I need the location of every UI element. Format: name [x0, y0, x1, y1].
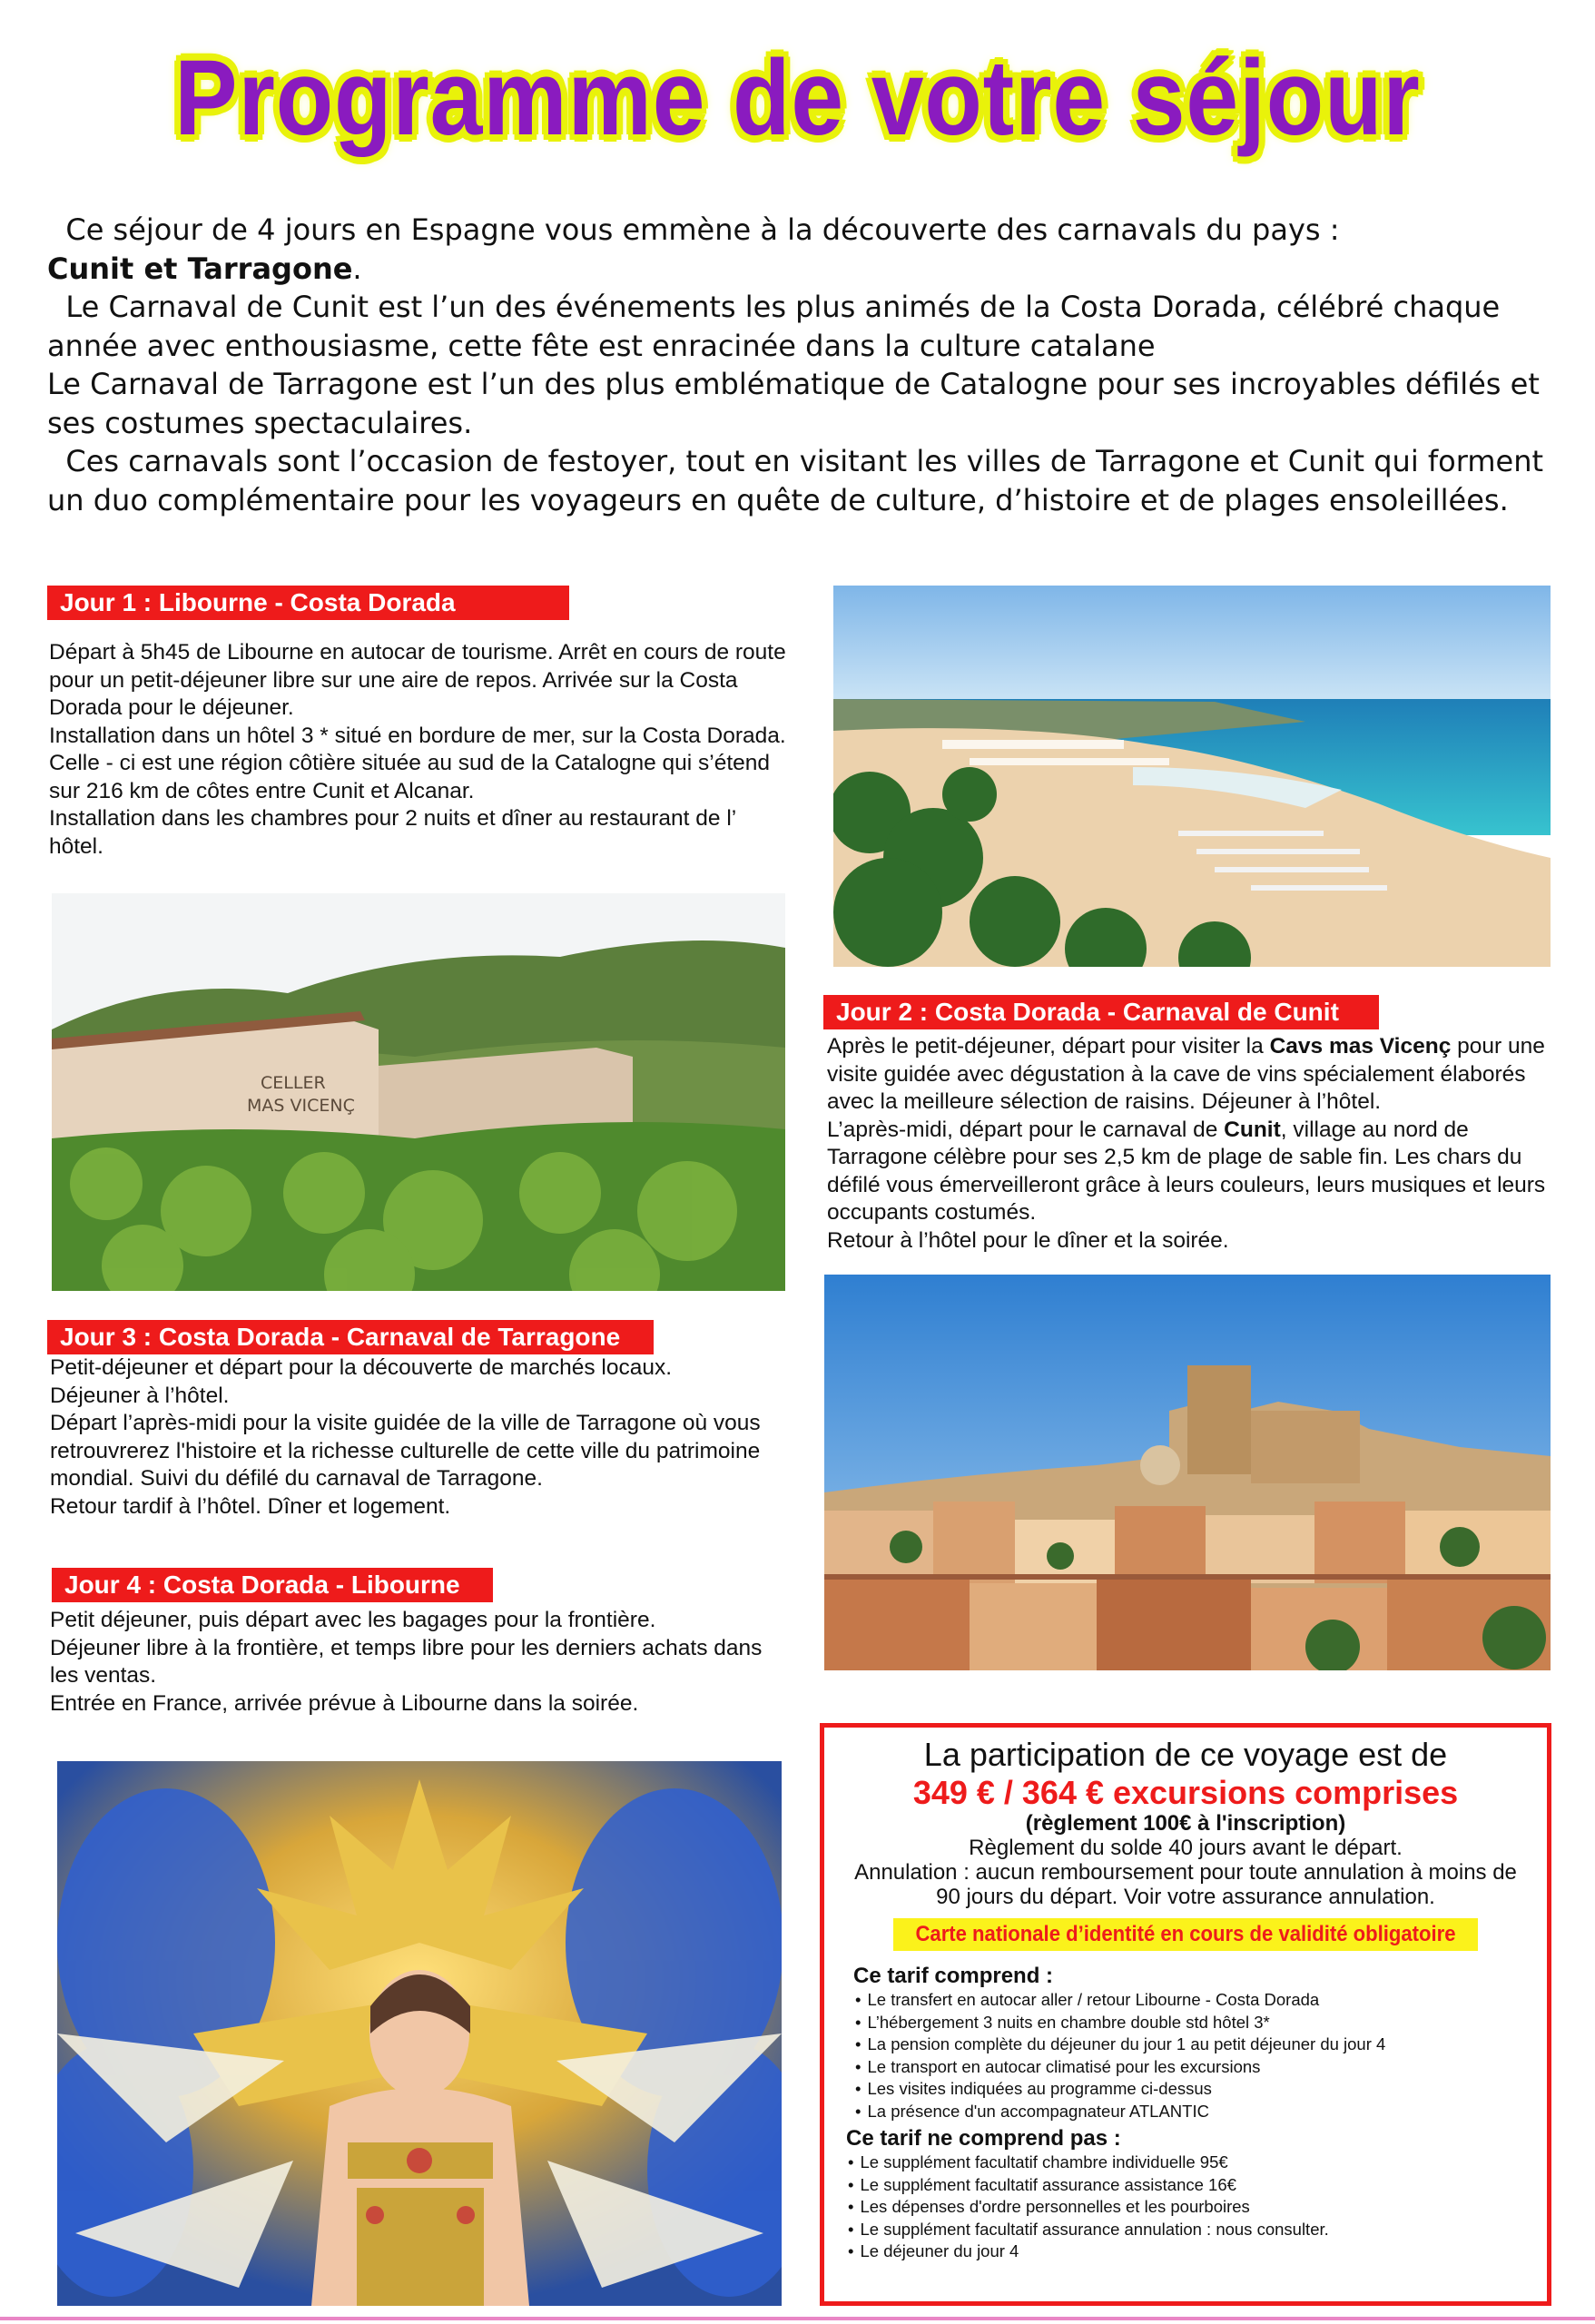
id-notice: Carte nationale d’identité en cours de validité obligatoire — [893, 1918, 1478, 1951]
price-list-item: • Le déjeuner du jour 4 — [848, 2240, 1547, 2263]
intro-paragraph-4: Ces carnavals sont l’occasion de festoyer, tout en visitant les villes de Tarragone et Cunit qui forment un duo complémentaire pour les voyageurs en quête de culture, d’histoire et de plages ensoleillées. — [47, 444, 1544, 517]
price-list-item: • Le transfert en autocar aller / retour Libourne - Costa Dorada — [855, 1989, 1547, 2012]
tarragona-photo — [824, 1275, 1551, 1670]
price-cancel: Annulation : aucun remboursement pour toute annulation à moins de 90 jours du départ. Voir votre assurance annulation. — [854, 1860, 1517, 1909]
price-intro: La participation de ce voyage est de — [923, 1736, 1448, 1773]
day4-text: Petit déjeuner, puis départ avec les bagages pour la frontière. Déjeuner libre à la frontière, et temps libre pour les derniers achats dans les ventas. Entrée en France, arrivée prévue à Libourne dans la soirée. — [50, 1608, 763, 1716]
day2-text: Après le petit-déjeuner, départ pour visiter la Cavs mas Vicenç pour une visite guidée avec dégustation à la cave de vins spécialement élaborés avec la meilleure sélection de raisins. Déjeuner à l’hôtel. L’après-midi, départ pour le carnaval de Cunit, village au nord de Tarragone célèbre pour ses 2,5 km de plage de sable fin. Les chars du défilé vous émerveilleront grâce à leurs couleurs, leurs musiques et leurs occupants costumés. Retour à l’hôtel pour le dîner et la soirée. — [827, 1034, 1546, 1253]
page-title: Programme de votre séjour — [174, 38, 1421, 158]
winery-name: Cavs mas Vicenç — [1269, 1034, 1452, 1059]
village-name: Cunit — [1224, 1117, 1281, 1142]
intro-paragraph-2: Le Carnaval de Cunit est l’un des événements les plus animés de la Costa Dorada, célébré chaque année avec enthousiasme, cette fête est enracinée dans la culture catalane — [47, 290, 1501, 363]
beach-photo — [833, 586, 1551, 967]
price-list-item: • Le supplément facultatif assurance annulation : nous consulter. — [848, 2219, 1547, 2241]
day2-header: Jour 2 : Costa Dorada - Carnaval de Cunit — [823, 995, 1379, 1029]
day1-header: Jour 1 : Libourne - Costa Dorada — [47, 586, 569, 620]
intro-bold-places: Cunit et Tarragone — [47, 251, 353, 286]
day3-text: Petit-déjeuner et départ pour la découverte de marchés locaux. Déjeuner à l’hôtel. Départ l’après-midi pour la visite guidée de la ville de Tarragone où vous retrouvrerez l'histoire et la richesse culturelle de cette ville du patrimoine mondial. Suivi du défilé du carnaval de Tarragone. Retour tardif à l’hôtel. Dîner et logement. — [50, 1355, 761, 1519]
winery-photo — [52, 893, 785, 1291]
price-amount: 349 € / 364 € excursions comprises — [912, 1774, 1459, 1811]
price-deposit: (règlement 100€ à l'inscription) — [1025, 1811, 1346, 1836]
price-list-item: • Le supplément facultatif chambre individuelle 95€ — [848, 2152, 1547, 2174]
winery-sign-line1: CELLER — [261, 1073, 326, 1093]
day4-header: Jour 4 : Costa Dorada - Libourne — [52, 1568, 493, 1602]
intro-text — [47, 211, 1554, 519]
price-box — [820, 1723, 1551, 2306]
price-list-item: • L’hébergement 3 nuits en chambre double std hôtel 3* — [855, 2012, 1547, 2034]
excludes-list — [848, 2152, 1547, 2263]
includes-list — [855, 1989, 1547, 2122]
includes-title: Ce tarif comprend : — [853, 1964, 1054, 1988]
intro-paragraph-3: Le Carnaval de Tarragone est l’un des plus emblématique de Catalogne pour ses incroyables défilés et ses costumes spectaculaires. — [47, 367, 1540, 440]
day1-text: Départ à 5h45 de Libourne en autocar de tourisme. Arrêt en cours de route pour un petit-déjeuner libre sur une aire de repos. Arrivée sur la Costa Dorada pour le déjeuner. Installation dans un hôtel 3 * situé en bordure de mer, sur la Costa Dorada. Celle - ci est une région côtière située au sud de la Catalogne qui s’étend sur 216 km de côtes entre Cunit et Alcanar. Installation dans les chambres pour 2 nuits et dîner au restaurant de l’ hôtel. — [49, 640, 786, 859]
price-list-item: • Le supplément facultatif assurance assistance 16€ — [848, 2174, 1547, 2197]
price-list-item: • La pension complète du déjeuner du jour 1 au petit déjeuner du jour 4 — [855, 2034, 1547, 2056]
price-list-item: • La présence d'un accompagnateur ATLANTIC — [855, 2101, 1547, 2123]
intro-paragraph-1: Ce séjour de 4 jours en Espagne vous emmène à la découverte des carnavals du pays : Cunit et Tarragone. — [47, 212, 1340, 286]
carnival-photo — [57, 1761, 782, 2306]
price-balance: Règlement du solde 40 jours avant le départ. — [969, 1836, 1403, 1860]
excludes-title: Ce tarif ne comprend pas : — [846, 2126, 1121, 2151]
day3-header: Jour 3 : Costa Dorada - Carnaval de Tarragone — [47, 1320, 654, 1354]
bottom-rule — [0, 2317, 1595, 2320]
price-list-item: • Le transport en autocar climatisé pour les excursions — [855, 2056, 1547, 2079]
winery-sign-line2: MAS VICENÇ — [247, 1096, 355, 1116]
price-list-item: • Les dépenses d'ordre personnelles et les pourboires — [848, 2196, 1547, 2219]
price-list-item: • Les visites indiquées au programme ci-dessus — [855, 2078, 1547, 2101]
